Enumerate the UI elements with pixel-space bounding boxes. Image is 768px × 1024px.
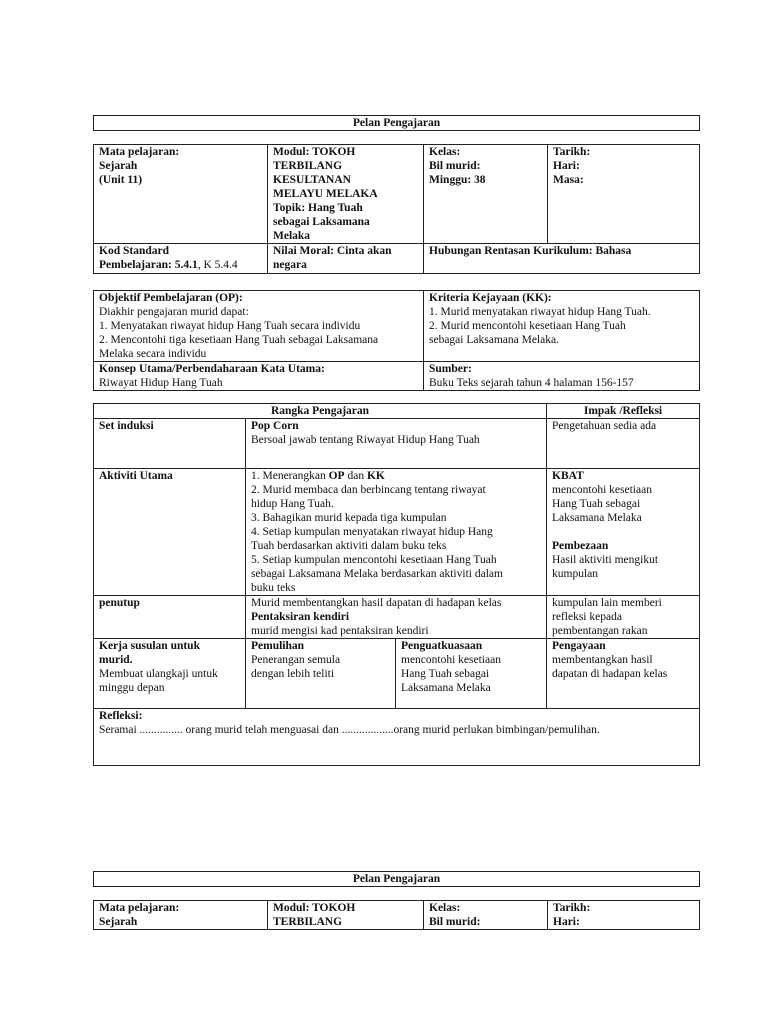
diff-line: kumpulan — [552, 568, 598, 580]
impact-header: Impak /Refleksi — [547, 404, 700, 419]
page2-day-label: Hari: — [553, 916, 580, 928]
main-line: hidup Hang Tuah. — [251, 498, 334, 510]
kbat-line: Hang Tuah sebagai — [552, 498, 641, 510]
op-line: 1. Menyatakan riwayat hidup Hang Tuah secara individu — [99, 320, 361, 332]
source-value: Buku Teks sejarah tahun 4 halaman 156-157 — [429, 377, 634, 389]
reflection-label: Refleksi: — [99, 710, 143, 722]
step1-mid: dan — [344, 470, 367, 482]
standard-label: Kod Standard — [99, 245, 169, 257]
set-cell — [246, 419, 547, 469]
time-label: Masa: — [553, 174, 584, 186]
op-line: Diakhir pengajaran murid dapat: — [99, 306, 249, 318]
remedial-line: Penerangan semula — [251, 654, 341, 666]
main-cell — [246, 469, 547, 596]
kk-line: sebagai Laksamana Melaka. — [429, 334, 559, 346]
moral-line: Nilai Moral: Cinta akan — [273, 245, 392, 257]
main-label: Aktiviti Utama — [94, 469, 246, 596]
reinforce-line: mencontohi kesetiaan — [401, 654, 501, 666]
moral-line: negara — [273, 259, 307, 271]
main-impact — [547, 469, 700, 596]
enrich-line: membentangkan hasil — [552, 654, 653, 666]
op-abbr: OP — [328, 470, 345, 482]
subject-cell — [94, 145, 268, 244]
topic-line: Topik: Hang Tuah — [273, 202, 363, 214]
objectives-table — [93, 290, 700, 391]
main-line: Tuah berdasarkan aktiviti dalam buku teks — [251, 540, 447, 552]
page2-date-label: Tarikh: — [553, 902, 591, 914]
followup-cell — [94, 639, 246, 709]
closing-impact-line: pembentangan rakan — [552, 625, 648, 637]
reinforce-line: Hang Tuah sebagai — [401, 668, 490, 680]
closing-impact-line: refleksi kepada — [552, 611, 622, 623]
standard-code: Pembelajaran: 5.4.1 — [99, 259, 198, 271]
module-line: MELAYU MELAKA — [273, 188, 378, 200]
set-desc: Bersoal jawab tentang Riwayat Hidup Hang Tuah — [251, 434, 480, 446]
reinforce-cell — [396, 639, 547, 709]
topic-line: Melaka — [273, 230, 311, 242]
concept-value: Riwayat Hidup Hang Tuah — [99, 377, 223, 389]
standard-code-extra: , K 5.4.4 — [197, 259, 238, 271]
page2-title: Pelan Pengajaran — [93, 871, 700, 887]
page-title: Pelan Pengajaran — [93, 115, 700, 131]
page2-subject-cell — [94, 901, 268, 930]
source-label: Sumber: — [429, 363, 472, 375]
unit-value: (Unit 11) — [99, 174, 143, 186]
main-line: 3. Bahagikan murid kepada tiga kumpulan — [251, 512, 447, 524]
subject-value: Sejarah — [99, 160, 138, 172]
reflection-text: Seramai ............... orang murid telah menguasai dan ..................orang murid perlukan bimbingan/pemulihan. — [99, 724, 600, 736]
followup-desc: minggu depan — [99, 682, 165, 694]
closing-cell — [246, 596, 547, 639]
closing-desc: Murid membentangkan hasil dapatan di hadapan kelas — [251, 597, 502, 609]
page2-module-cell — [268, 901, 424, 930]
kk-line: 1. Murid menyatakan riwayat hidup Hang Tuah. — [429, 306, 651, 318]
remedial-line: dengan lebih teliti — [251, 668, 335, 680]
reflection-cell — [94, 709, 700, 766]
kk-line: 2. Murid mencontohi kesetiaan Hang Tuah — [429, 320, 626, 332]
main-line: sebagai Laksamana Melaka berdasarkan aktiviti dalam — [251, 568, 503, 580]
students-label: Bil murid: — [429, 160, 481, 172]
page2-date-cell — [548, 901, 700, 930]
class-label: Kelas: — [429, 146, 461, 158]
page2-students-label: Bil murid: — [429, 916, 481, 928]
op-line: 2. Mencontohi tiga kesetiaan Hang Tuah sebagai Laksamana — [99, 334, 379, 346]
op-line: Melaka secara individu — [99, 348, 207, 360]
rangka-header: Rangka Pengajaran — [94, 404, 547, 419]
closing-impact-line: kumpulan lain memberi — [552, 597, 662, 609]
enrich-label: Pengayaan — [552, 640, 606, 652]
reinforce-label: Penguatkuasaan — [401, 640, 483, 652]
date-label: Tarikh: — [553, 146, 591, 158]
class-cell — [424, 145, 548, 244]
module-cell — [268, 145, 424, 244]
closing-label: penutup — [94, 596, 246, 639]
enrich-cell — [547, 639, 700, 709]
page2-header-table — [93, 900, 700, 930]
assess-desc: murid mengisi kad pentaksiran kendiri — [251, 625, 429, 637]
diff-line: Hasil aktiviti mengikut — [552, 554, 659, 566]
page2-subject-label: Mata pelajaran: — [99, 902, 180, 914]
subject-label: Mata pelajaran: — [99, 146, 180, 158]
op-label: Objektif Pembelajaran (OP): — [99, 292, 243, 304]
main-line: 5. Setiap kumpulan mencontohi kesetiaan Hang Tuah — [251, 554, 497, 566]
week-label: Minggu: 38 — [429, 174, 486, 186]
followup-label: Kerja susulan untuk — [99, 640, 200, 652]
day-label: Hari: — [553, 160, 580, 172]
diff-label: Pembezaan — [552, 540, 609, 552]
main-line: 4. Setiap kumpulan menyatakan riwayat hidup Hang — [251, 526, 493, 538]
main-line: 2. Murid membaca dan berbincang tentang riwayat — [251, 484, 486, 496]
page2-subject-value: Sejarah — [99, 916, 138, 928]
page2-module-line: Modul: TOKOH — [273, 902, 356, 914]
enrich-line: dapatan di hadapan kelas — [552, 668, 668, 680]
op-cell — [94, 291, 424, 362]
kk-label: Kriteria Kejayaan (KK): — [429, 292, 552, 304]
kbat-label: KBAT — [552, 470, 584, 482]
date-cell — [548, 145, 700, 244]
kbat-line: mencontohi kesetiaan — [552, 484, 652, 496]
source-cell — [424, 362, 700, 391]
reinforce-line: Laksamana Melaka — [401, 682, 491, 694]
module-line: KESULTANAN — [273, 174, 351, 186]
closing-impact — [547, 596, 700, 639]
page2-class-cell — [424, 901, 548, 930]
set-title: Pop Corn — [251, 420, 299, 432]
remedial-cell — [246, 639, 396, 709]
main-step-1 — [251, 469, 541, 483]
assess-label: Pentaksiran kendiri — [251, 611, 350, 623]
set-impact: Pengetahuan sedia ada — [547, 419, 700, 469]
topic-line: sebagai Laksamana — [273, 216, 370, 228]
followup-label: murid. — [99, 654, 133, 666]
concept-cell — [94, 362, 424, 391]
crosscurr-cell — [424, 244, 700, 274]
module-line: TERBILANG — [273, 160, 343, 172]
kbat-line: Laksamana Melaka — [552, 512, 642, 524]
rangka-table — [93, 403, 700, 766]
concept-label: Konsep Utama/Perbendaharaan Kata Utama: — [99, 363, 325, 375]
kk-abbr: KK — [366, 470, 385, 482]
followup-desc: Membuat ulangkaji untuk — [99, 668, 218, 680]
kk-cell — [424, 291, 700, 362]
crosscurr-text: Hubungan Rentasan Kurikulum: Bahasa — [429, 245, 632, 257]
set-label: Set induksi — [94, 419, 246, 469]
header-table — [93, 144, 700, 274]
step1-prefix: 1. Menerangkan — [251, 470, 329, 482]
main-line: buku teks — [251, 582, 296, 594]
page2-class-label: Kelas: — [429, 902, 461, 914]
standard-cell — [94, 244, 268, 274]
page2-module-line: TERBILANG — [273, 916, 343, 928]
remedial-label: Pemulihan — [251, 640, 305, 652]
moral-cell — [268, 244, 424, 274]
module-line: Modul: TOKOH — [273, 146, 356, 158]
